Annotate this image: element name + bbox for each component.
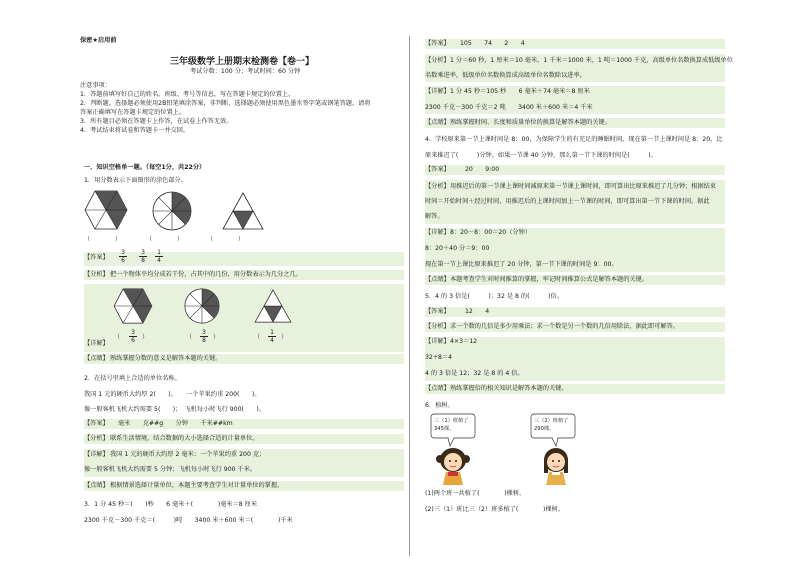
paren-open: （ xyxy=(186,334,193,341)
analysis-label: 【分析】 xyxy=(84,271,109,278)
answer-blank: （ ） xyxy=(146,236,184,243)
paren-open: （ xyxy=(254,334,261,341)
comment-text: 根据情景选择计量单位，本题主要考查学生对计量单位的掌握。 xyxy=(110,482,284,489)
question-6-sub: (2)三（1）班比三（2）班多植了( )棵树。 xyxy=(425,506,565,513)
detail-label: 【详解】 xyxy=(84,451,109,458)
answer-label: 【答案】 xyxy=(425,40,450,47)
answer-blank: （ ） xyxy=(84,236,122,243)
answer-fraction: 1 4 xyxy=(154,249,164,264)
triangle-figure xyxy=(254,289,292,323)
bubble-text: 三（2）班植了 xyxy=(534,418,569,424)
circle-figure xyxy=(152,191,192,231)
analysis-text: 1 分＝60 秒，1 厘米＝10 毫米，1 千米＝1000 米，1 吨＝1000 千克，高级单位名数换算成低级单位 xyxy=(450,57,733,64)
answer-label: 【答案】 xyxy=(84,420,109,427)
detail-fraction: 1 4 xyxy=(267,329,277,344)
girl-illustration xyxy=(433,445,473,485)
analysis-text: 联系生活情境，结合数据的大小选择合适的计量单位。 xyxy=(110,435,259,442)
comment-text: 熟练掌握倍的相关知识是解答本题的关键。 xyxy=(450,385,568,392)
section-heading: 一、知识空格单一题。（每空1分，共22分） xyxy=(84,164,206,171)
analysis-label: 【分析】 xyxy=(425,323,450,330)
detail-text: 32÷8＝4 xyxy=(425,354,453,361)
analysis-label: 【分析】 xyxy=(425,183,450,190)
answer-label: 【答案】 xyxy=(84,254,109,261)
detail-text: 现在第一节上课比原来推迟了 20 分钟，第一节下课的时间是 9：00。 xyxy=(425,261,618,268)
comment-text: 熟练掌握分数的意义是解答本题的关键。 xyxy=(110,355,222,362)
detail-text: 4 的 3 倍是 12；32 是 8 的 4 倍。 xyxy=(425,370,524,377)
detail-label: 【详解】 xyxy=(425,229,450,236)
girl-illustration xyxy=(536,445,576,485)
answer-text: 20 9:00 xyxy=(465,166,500,173)
question-2: 2．在括号里填上合适的单位名称。 xyxy=(84,375,181,382)
answer-blank: （ ） xyxy=(207,236,245,243)
answer-text: 12 4 xyxy=(465,308,490,315)
confidential-tag: 保密★启用前 xyxy=(80,37,117,44)
question-2-line: 像一般客机飞机大约需要 5( )； 飞机每小时飞行 900( )。 xyxy=(84,406,265,413)
comment-label: 【点睛】 xyxy=(425,276,450,283)
question-5: 5．4 的 3 倍是( )；32 是 8 的( )倍。 xyxy=(425,293,563,300)
note-item: 2．判断题、选择题必须使用2B铅笔填涂答案，非判断、选择题必须使用黑色墨水签字笔或钢笔答题，请将 xyxy=(80,100,371,107)
triangle-figure xyxy=(222,192,264,230)
comment-label: 【点睛】 xyxy=(425,119,450,126)
analysis-text: 解答。 xyxy=(425,213,444,220)
analysis-label: 【分析】 xyxy=(84,435,109,442)
answer-label: 【答案】 xyxy=(425,308,450,315)
bubble-text: 三（1）班植了 xyxy=(434,418,469,424)
paren-close: ） xyxy=(142,334,149,341)
detail-text: 2300 千克－300 千克＝2 吨 3400 米＋600 米＝4 千米 xyxy=(425,104,593,111)
detail-text: 像一般客机飞机大约需要 5 分钟；飞机每小时飞行 900 千米。 xyxy=(84,466,257,473)
analysis-text: 求一个数的几倍是多少用乘法；求一个数是另一个数的几倍用除法，据此即可解答。 xyxy=(450,323,679,330)
detail-label: 【详解】 xyxy=(425,88,450,95)
answer-text: 105 74 2 4 xyxy=(460,40,525,47)
detail-text: 我国 1 元的硬币大约厚 2 毫米；一个苹果约重 200 克； xyxy=(110,451,266,458)
question-6-sub: (1)两个班一共植了( )棵树。 xyxy=(425,490,526,497)
analysis-text: 名数乘进率，低级单位名数换算成高级单位名数除以进率。 xyxy=(425,72,586,79)
notes-heading: 注意事项： xyxy=(80,82,111,89)
analysis-text: 用推迟后的第一节课上课时间减原来第一节课上课时间，即可算出比原来推迟了几分钟；根据结束 xyxy=(450,183,717,190)
detail-fraction: 3 8 xyxy=(199,329,209,344)
question-3-line: 2300 千克－300 千克＝( )吨 3400 米＋600 米＝( )千米 xyxy=(84,517,293,524)
analysis-text: 时间＝开始时间＋经过时间，用推迟后的上课时间加上一节课的时间，即可算出第一节下课的时间。据此 xyxy=(425,198,710,205)
comment-label: 【点睛】 xyxy=(84,482,109,489)
detail-fraction: 3 6 xyxy=(128,329,138,344)
note-item: 3．所有题目必须在答题卡上作答，在试卷上作答无效。 xyxy=(80,118,233,125)
question-4-line: 4．学校原来第一节上课时间是 8：00，为保障学生的有充足的睡眠时间，现在第一节上课时间是 8：20，比 xyxy=(425,136,723,143)
note-item: 答案正确填写在答题卡规定的位置上。 xyxy=(80,109,186,116)
circle-figure xyxy=(184,288,220,324)
comment-text: 熟练掌握时间、长度和质量单位的换算是解答本题的关键。 xyxy=(450,119,611,126)
detail-label: 【详解】 xyxy=(425,338,450,345)
question-6: 6．植树。 xyxy=(425,402,454,409)
answer-fraction: 3 6 xyxy=(118,249,128,264)
analysis-label: 【分析】 xyxy=(425,57,450,64)
detail-text: 1 分 45 秒＝105 秒 6 毫米＋74 毫米＝8 厘米 xyxy=(450,88,590,95)
bubble-text: 345棵。 xyxy=(434,426,455,432)
answer-fraction: 3 8 xyxy=(138,249,148,264)
detail-text: 8：20－8：00＝20（分钟） xyxy=(450,229,531,236)
question-3-line: 3．1 分 45 秒＝( )秒 6 毫米＋( )毫米＝8 厘米 xyxy=(84,501,258,508)
analysis-text: 把一个物体平均分成若干份，占其中的几份，用分数表示为几分之几。 xyxy=(110,271,302,278)
question-1: 1．用分数表示下面图形的涂色部分。 xyxy=(84,177,187,184)
answer-text: 毫米 克##g 分钟 千米##km xyxy=(118,420,233,427)
detail-text: 8：20＋40 分＝9：00 xyxy=(425,245,490,252)
comment-label: 【点睛】 xyxy=(84,355,109,362)
exam-info: 考试分数：100 分；考试时间：60 分钟 xyxy=(190,68,301,75)
comment-text: 本题考查学生对时间推算的掌握，牢记时间推算公式是解答本题的关键。 xyxy=(450,276,648,283)
note-item: 4．考试结束将试卷和答题卡一并交回。 xyxy=(80,127,190,134)
note-item: 1．答题前填写好自己的姓名、班级、考号等信息，写在答题卡规定的位置上。 xyxy=(80,91,295,98)
comment-label: 【点睛】 xyxy=(425,385,450,392)
answer-row xyxy=(84,252,404,266)
question-2-line: 我国 1 元的硬币大约厚 2( )。 一个苹果约重 200( )。 xyxy=(84,391,261,398)
paren-open: （ xyxy=(114,334,121,341)
page-title: 三年级数学上册期末检测卷【卷一】 xyxy=(170,57,315,67)
detail-text: 4×3＝12 xyxy=(450,338,478,345)
column-divider xyxy=(409,36,410,556)
paren-close: ） xyxy=(281,334,288,341)
answer-label: 【答案】 xyxy=(425,166,450,173)
bubble-text: 290棵。 xyxy=(534,426,555,432)
hexagon-figure xyxy=(84,190,128,230)
question-4-line: 原来推迟了( )分钟。如果一节课 40 分钟，那么第一节下课的时间是( )。 xyxy=(425,152,657,159)
detail-label: 【详解】 xyxy=(84,340,109,347)
paren-close: ） xyxy=(213,334,220,341)
hexagon-figure xyxy=(113,288,153,324)
